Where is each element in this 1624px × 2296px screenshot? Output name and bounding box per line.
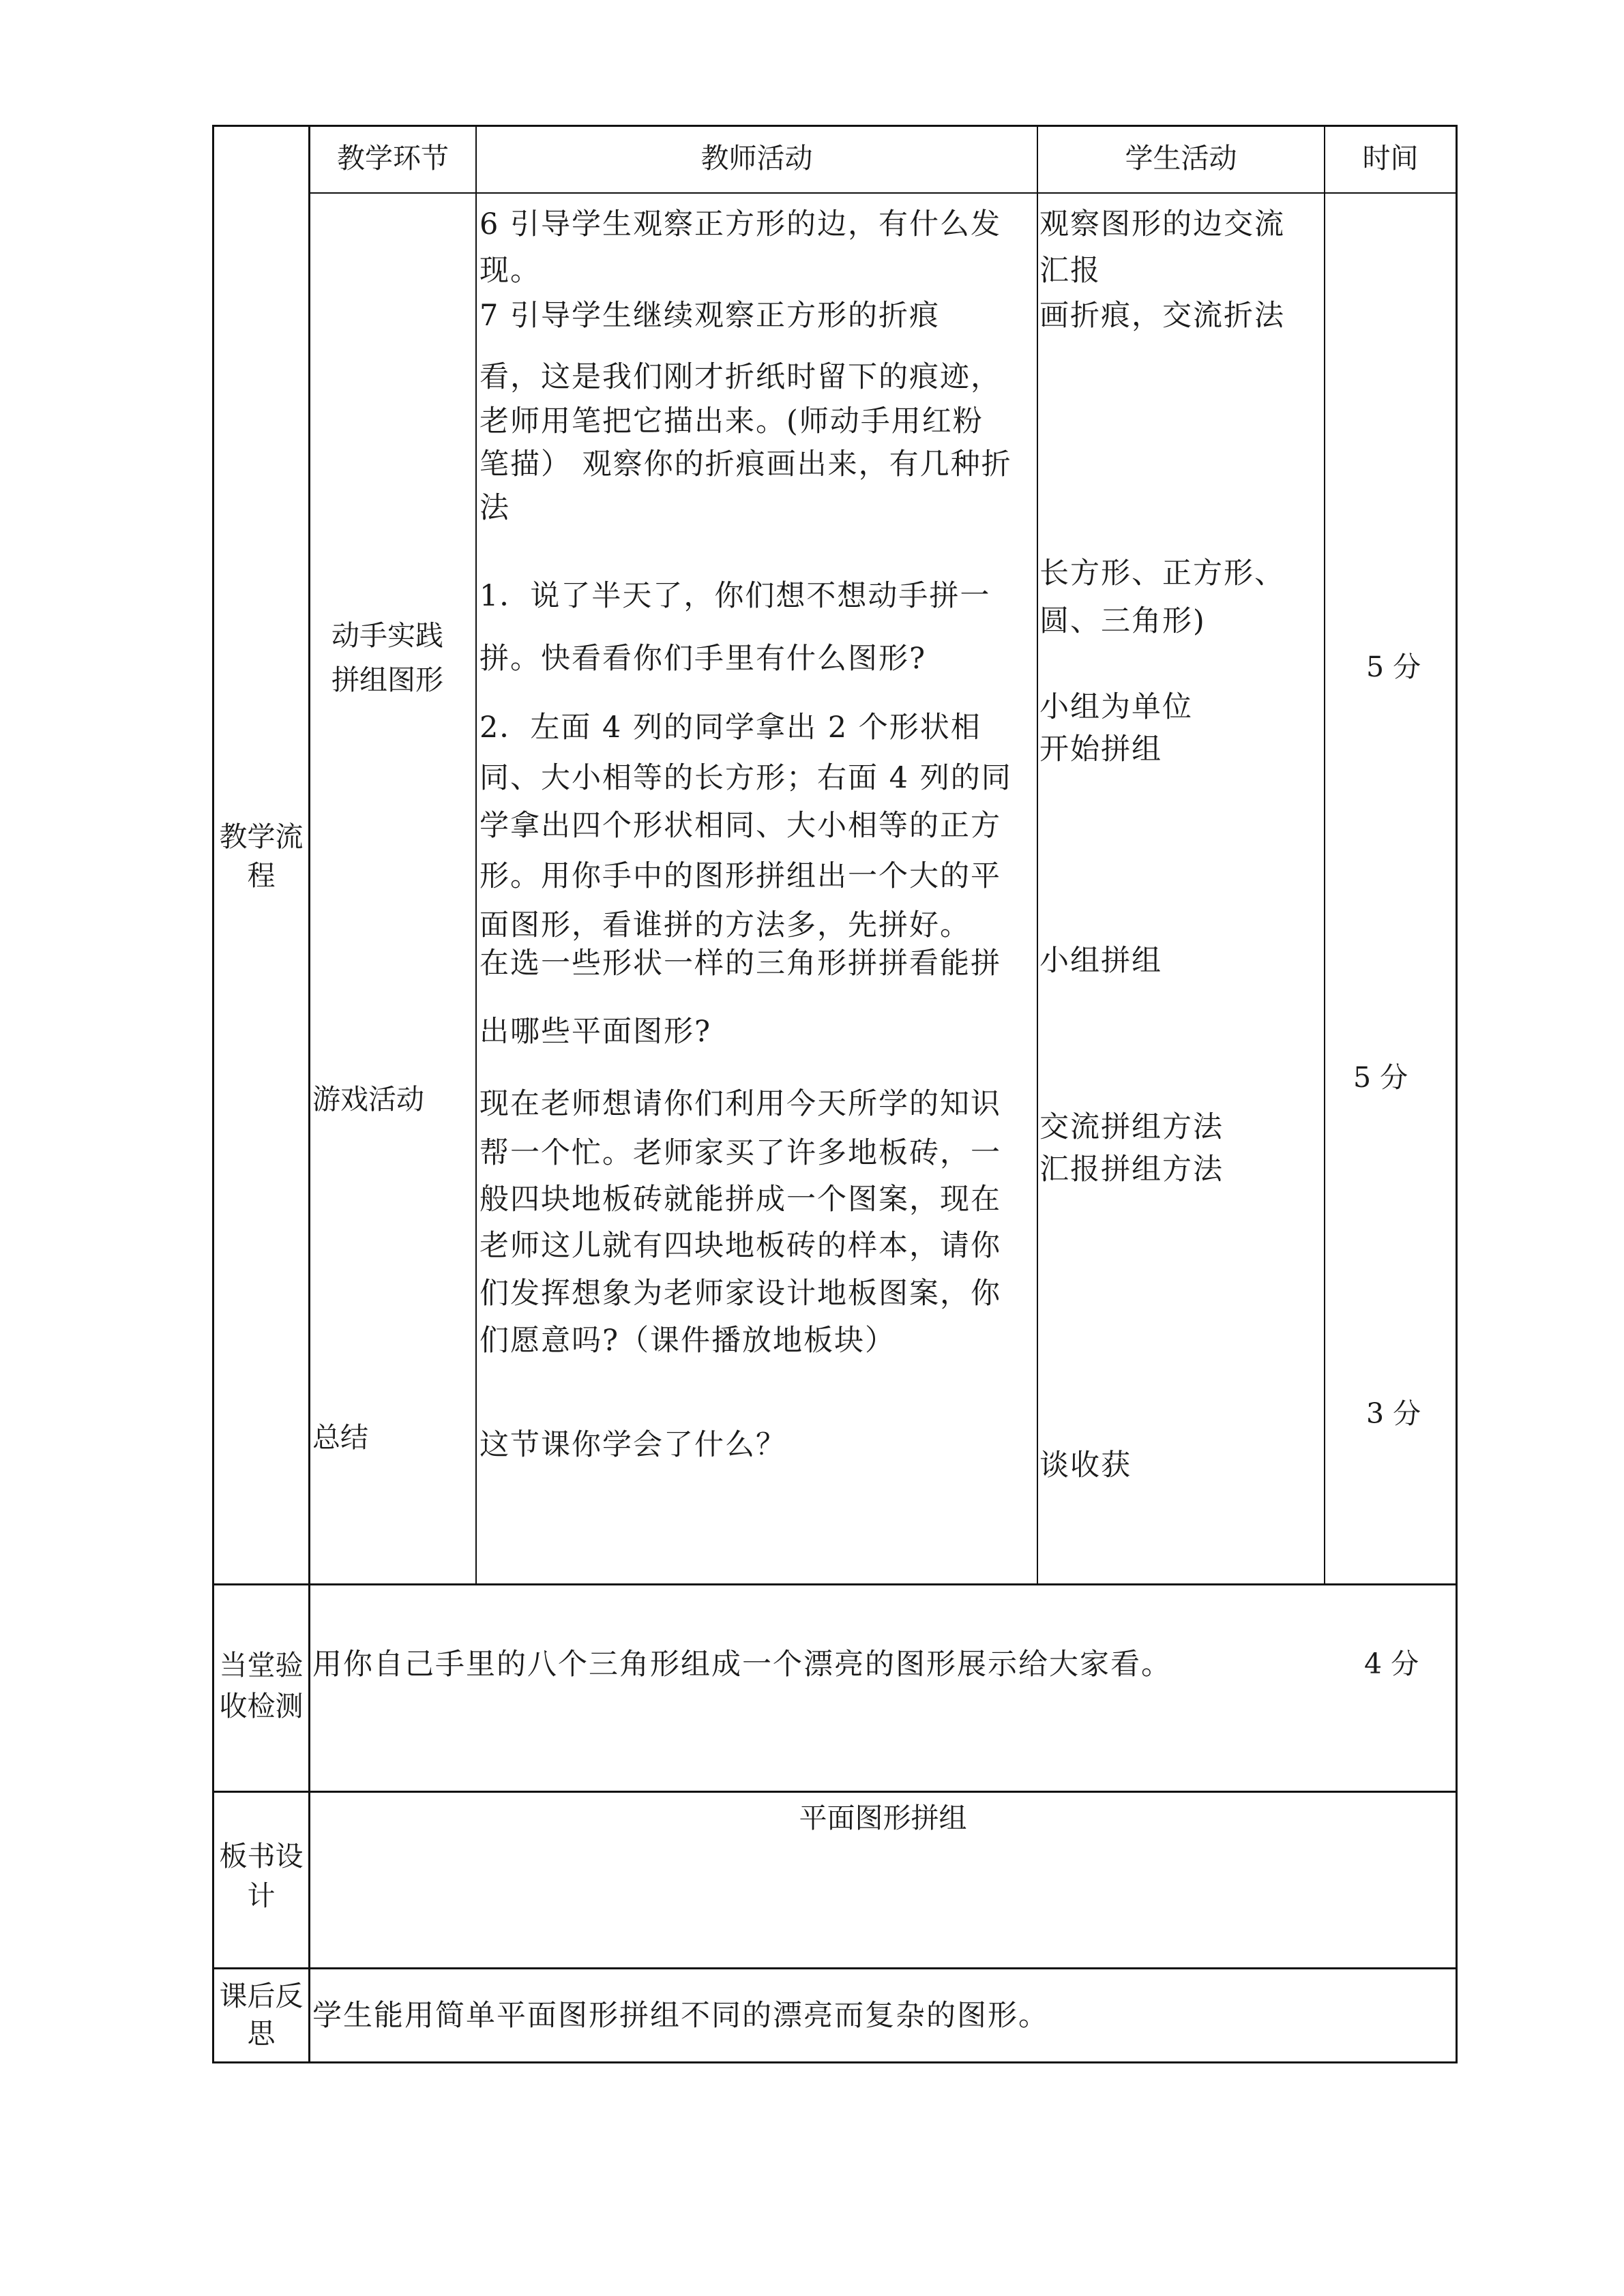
check-row-label-line-1: 当堂验	[219, 1649, 304, 1682]
check-time: 4 分	[1364, 1648, 1419, 1680]
section-column-divider	[475, 125, 477, 1585]
teacher-line: 拼。快看看你们手里有什么图形?	[479, 642, 927, 676]
time-summary: 3 分	[1366, 1397, 1421, 1430]
header-student-activity: 学生活动	[1125, 142, 1237, 175]
teacher-line: 现在老师想请你们利用今天所学的知识	[479, 1087, 1001, 1121]
teacher-line: 形。用你手中的图形拼组出一个大的平	[479, 859, 1001, 893]
student-line: 长方形、正方形、	[1039, 556, 1285, 591]
header-section: 教学环节	[337, 142, 449, 175]
teacher-line: 们发挥想象为老师家设计地板图案，你	[479, 1277, 1001, 1311]
table-border-bottom	[212, 2061, 1458, 2063]
teacher-line: 帮一个忙。老师家买了许多地板砖，一	[479, 1136, 1001, 1170]
student-line: 观察图形的边交流	[1039, 207, 1285, 241]
board-row-label-line-2: 计	[247, 1879, 276, 1912]
teacher-line: 面图形，看谁拼的方法多，先拼好。	[479, 908, 971, 942]
student-line: 开始拼组	[1039, 732, 1162, 766]
label-column-divider	[308, 125, 310, 2063]
section-hands-on-line-1: 动手实践	[331, 619, 443, 652]
student-line: 画折痕，交流折法	[1039, 299, 1285, 333]
reflection-content: 学生能用简单平面图形拼组不同的漂亮而复杂的图形。	[312, 1999, 1049, 2033]
teacher-line: 出哪些平面图形?	[479, 1015, 712, 1049]
teacher-line: 1．说了半天了，你们想不想动手拼一	[479, 579, 991, 613]
flow-row-divider	[212, 1583, 1458, 1585]
teacher-line: 般四块地板砖就能拼成一个图案，现在	[479, 1182, 1001, 1217]
board-row-label-line-1: 板书设	[219, 1840, 304, 1873]
table-border-right	[1456, 125, 1458, 2063]
teacher-line: 6 引导学生观察正方形的边，有什么发	[479, 207, 1002, 241]
board-content: 平面图形拼组	[799, 1802, 967, 1834]
check-row-label-line-2: 收检测	[219, 1690, 304, 1723]
board-row-divider	[212, 1967, 1458, 1969]
table-border-top	[212, 125, 1458, 127]
time-hands-on: 5 分	[1366, 651, 1421, 683]
teacher-line: 2．左面 4 列的同学拿出 2 个形状相	[479, 711, 981, 745]
student-line: 交流拼组方法	[1039, 1110, 1224, 1144]
teacher-line: 老师这儿就有四块地板砖的样本，请你	[479, 1229, 1001, 1263]
header-row-divider	[308, 192, 1457, 194]
table-border-left	[212, 125, 214, 2063]
student-line: 圆、三角形)	[1039, 604, 1206, 638]
teacher-line: 看，这是我们刚才折纸时留下的痕迹，	[479, 360, 1001, 394]
section-hands-on-line-2: 拼组图形	[331, 664, 443, 696]
check-content: 用你自己手里的八个三角形组成一个漂亮的图形展示给大家看。	[312, 1648, 1172, 1682]
student-line: 谈收获	[1039, 1448, 1132, 1482]
flow-row-label-line-2: 程	[247, 859, 276, 892]
reflection-row-label-line-1: 课后反	[219, 1980, 304, 2012]
teacher-line: 同、大小相等的长方形；右面 4 列的同	[479, 761, 1012, 795]
teacher-line: 笔描） 观察你的折痕画出来，有几种折	[479, 447, 1012, 481]
section-summary: 总结	[312, 1421, 368, 1454]
header-teacher-activity: 教师活动	[700, 142, 813, 175]
student-line: 汇报拼组方法	[1039, 1152, 1224, 1187]
check-row-divider	[212, 1791, 1458, 1793]
teacher-line: 学拿出四个形状相同、大小相等的正方	[479, 809, 1001, 843]
teacher-line: 法	[479, 491, 510, 525]
section-game: 游戏活动	[312, 1083, 424, 1116]
student-line: 小组为单位	[1039, 690, 1193, 724]
student-line: 汇报	[1039, 254, 1101, 288]
time-game: 5 分	[1353, 1061, 1408, 1094]
student-line: 小组拼组	[1039, 944, 1162, 978]
teacher-column-divider	[1037, 125, 1038, 1585]
teacher-line: 现。	[479, 254, 541, 288]
teacher-line: 们愿意吗?（课件播放地板块）	[479, 1324, 896, 1358]
flow-row-label-line-1: 教学流	[219, 820, 304, 853]
teacher-line: 在选一些形状一样的三角形拼拼看能拼	[479, 946, 1001, 981]
header-time: 时间	[1362, 142, 1419, 175]
reflection-row-label-line-2: 思	[247, 2017, 276, 2050]
teacher-line: 这节课你学会了什么？	[479, 1428, 786, 1462]
student-column-divider	[1324, 125, 1325, 1585]
teacher-line: 老师用笔把它描出来。(师动手用红粉	[479, 404, 984, 438]
teacher-line: 7 引导学生继续观察正方形的折痕	[479, 299, 941, 333]
